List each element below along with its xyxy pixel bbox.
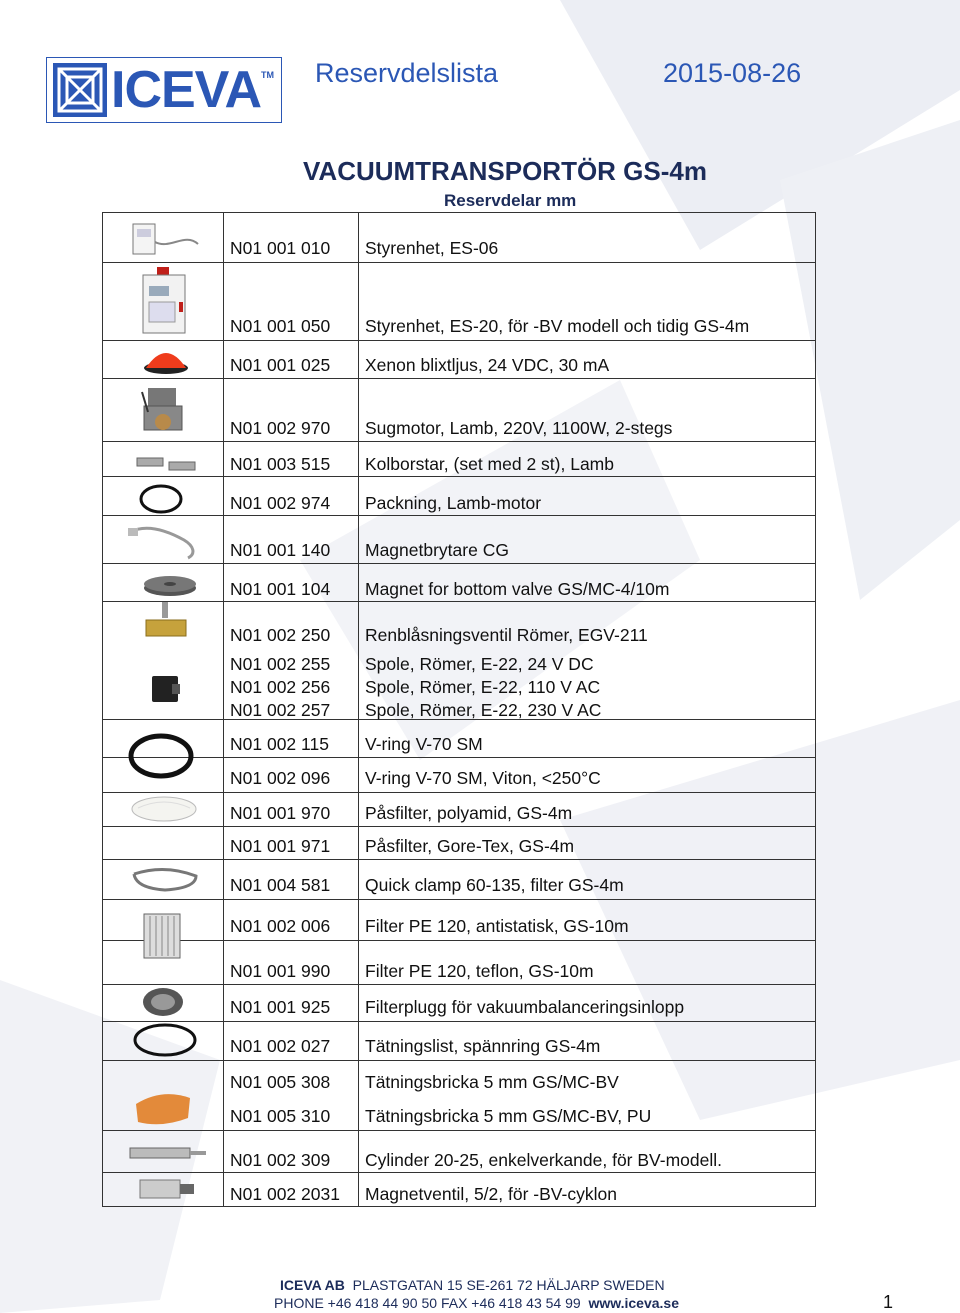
part-article-number: N01 002 309 [230,1150,331,1170]
table-row-divider [102,515,816,516]
footer-phone: PHONE +46 418 44 90 50 FAX +46 418 43 54 99 [274,1295,581,1311]
footer-website: www.iceva.se [588,1295,680,1311]
part-description: Påsfilter, polyamid, GS-4m [365,803,573,823]
table-row-divider [102,262,816,263]
suction-motor-image [138,382,190,440]
part-description: Tätningsbricka 5 mm GS/MC-BV, PU [365,1106,652,1126]
part-description: Spole, Römer, E-22, 24 V DC [365,654,594,674]
part-description: Magnetventil, 5/2, för -BV-cyklon [365,1184,617,1204]
carbon-brushes-image [135,452,200,474]
table-row-divider [102,441,816,442]
part-description: Tätningslist, spännring GS-4m [365,1036,601,1056]
table-row-divider [102,792,816,793]
purge-valve-image [140,600,194,646]
part-article-number: N01 002 256 [230,677,331,697]
coil-image [148,670,184,708]
table-divider-article [358,212,359,1207]
part-article-number: N01 001 971 [230,836,331,856]
table-border-right [815,212,816,1207]
table-row-divider [102,340,816,341]
part-description: Filterplugg för vakuumbalanceringsinlopp [365,997,685,1017]
table-row-divider [102,1172,816,1173]
footer-contact-line [274,1295,679,1311]
part-description: V-ring V-70 SM, Viton, <250°C [365,768,601,788]
logo-wordmark: ICEVA [111,61,262,119]
table-row-divider [102,899,816,900]
table-border-left [102,212,103,1207]
part-description: Renblåsningsventil Römer, EGV-211 [365,625,648,645]
part-description: Spole, Römer, E-22, 230 V AC [365,700,602,720]
table-row-divider [102,826,816,827]
document-date: 2015-08-26 [663,58,802,88]
v-ring-image [128,732,194,780]
control-unit-es20-image [135,266,193,336]
part-article-number: N01 002 250 [230,625,331,645]
table-row-divider [102,212,816,213]
table-row-divider [102,476,816,477]
footer-address-line [280,1277,665,1293]
bag-filter-image [128,792,200,826]
part-article-number: N01 002 257 [230,700,331,720]
table-divider-image [223,212,224,1207]
table-row-divider [102,984,816,985]
part-article-number: N01 001 025 [230,355,331,375]
table-row-divider [102,601,816,602]
part-article-number: N01 002 2031 [230,1184,340,1204]
part-article-number: N01 001 010 [230,238,331,258]
document-title: Reservdelslista [315,58,499,88]
page-subtitle: Reservdelar mm [444,191,577,210]
table-row-divider [102,940,816,941]
sealing-strip-image [130,1020,200,1060]
control-unit-es06-image [130,220,200,260]
iceva-logo [46,57,282,123]
magnetic-switch-image [126,522,200,562]
part-description: Spole, Römer, E-22, 110 V AC [365,677,601,697]
part-article-number: N01 002 974 [230,493,331,513]
part-description: Styrenhet, ES-06 [365,238,499,258]
part-article-number: N01 001 925 [230,997,331,1017]
part-description: Xenon blixtljus, 24 VDC, 30 mA [365,355,610,375]
table-row-divider [102,1021,816,1022]
part-article-number: N01 002 970 [230,418,331,438]
page-number: 1 [883,1292,894,1312]
table-row-divider [102,757,816,758]
part-article-number: N01 001 140 [230,540,331,560]
part-article-number: N01 001 104 [230,579,331,599]
sealing-washer-image [132,1088,194,1128]
part-article-number: N01 002 096 [230,768,331,788]
part-article-number: N01 004 581 [230,875,331,895]
part-description: Filter PE 120, teflon, GS-10m [365,961,594,981]
logo-trademark: TM [261,70,274,80]
part-description: Filter PE 120, antistatisk, GS-10m [365,916,629,936]
table-row-divider [102,1206,816,1207]
table-row-divider [102,1060,816,1061]
iceva-logo-mark-icon [52,62,108,118]
part-description: Kolborstar, (set med 2 st), Lamb [365,454,614,474]
footer-company: ICEVA AB [280,1277,345,1293]
cartridge-filter-image [140,910,184,962]
gasket-ring-image [138,482,184,516]
table-row-divider [102,1130,816,1131]
part-description: Tätningsbricka 5 mm GS/MC-BV [365,1072,619,1092]
part-article-number: N01 001 970 [230,803,331,823]
part-description: Styrenhet, ES-20, för -BV modell och tidig GS-4m [365,316,750,336]
solenoid-valve-image [130,1172,200,1204]
table-row-divider [102,378,816,379]
part-description: Quick clamp 60-135, filter GS-4m [365,875,624,895]
part-article-number: N01 002 255 [230,654,331,674]
filter-plug-image [140,984,186,1020]
xenon-flash-light-image [142,344,190,376]
part-article-number: N01 005 308 [230,1072,331,1092]
table-row-divider [102,859,816,860]
part-description: Packning, Lamb-motor [365,493,542,513]
cylinder-image [120,1140,210,1166]
table-row-divider [102,563,816,564]
part-description: Cylinder 20-25, enkelverkande, för BV-modell. [365,1150,722,1170]
part-article-number: N01 002 006 [230,916,331,936]
part-article-number: N01 002 115 [230,734,329,754]
part-article-number: N01 001 050 [230,316,331,336]
part-description: Påsfilter, Gore-Tex, GS-4m [365,836,575,856]
quick-clamp-image [130,866,200,894]
part-description: Sugmotor, Lamb, 220V, 1100W, 2-stegs [365,418,673,438]
part-description: Magnetbrytare CG [365,540,509,560]
footer-address: PLASTGATAN 15 SE-261 72 HÄLJARP SWEDEN [352,1277,665,1293]
part-description: V-ring V-70 SM [365,734,483,754]
page-title: VACUUMTRANSPORTÖR GS-4m [303,156,707,186]
part-article-number: N01 005 310 [230,1106,331,1126]
part-description: Magnet for bottom valve GS/MC-4/10m [365,579,670,599]
part-article-number: N01 002 027 [230,1036,331,1056]
part-article-number: N01 001 990 [230,961,331,981]
magnet-bottom-valve-image [140,570,200,598]
part-article-number: N01 003 515 [230,454,331,474]
